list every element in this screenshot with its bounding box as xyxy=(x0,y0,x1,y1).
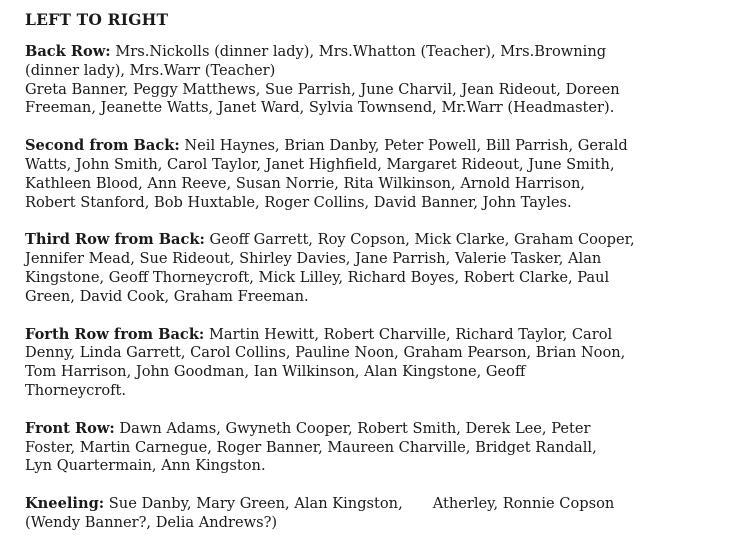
names-text: Dawn Adams, Gwyneth Cooper, Robert Smith, Derek Lee, Peter xyxy=(114,419,591,437)
page-heading: LEFT TO RIGHT xyxy=(25,10,169,29)
section-forth-row-from-back xyxy=(25,326,737,401)
section-line: Greta Banner, Peggy Matthews, Sue Parrish, June Charvil, Jean Rideout, Doreen xyxy=(25,80,620,98)
section-label: Forth Row from Back: xyxy=(25,325,205,343)
names-text: Atherley, Ronnie Copson xyxy=(432,495,615,513)
section-line: Kingstone, Geoff Thorneycroft, Mick Lilley, Richard Boyes, Robert Clarke, Paul xyxy=(25,268,610,286)
names-text: Martin Hewitt, Robert Charville, Richard Taylor, Carol xyxy=(204,325,613,343)
section-line xyxy=(25,326,737,345)
section-line: (dinner lady), Mrs.Warr (Teacher) xyxy=(25,61,276,79)
document-page xyxy=(25,10,737,533)
section-label: Second from Back: xyxy=(25,137,180,155)
section-label: Front Row: xyxy=(25,419,115,437)
section-front-row xyxy=(25,420,737,476)
section-line: Lyn Quartermain, Ann Kingston. xyxy=(25,457,266,475)
names-text: Geoff Garrett, Roy Copson, Mick Clarke, Graham Cooper, xyxy=(204,231,635,249)
section-label: Back Row: xyxy=(25,43,111,60)
section-back-row xyxy=(25,43,737,118)
section-line: Green, David Cook, Graham Freeman. xyxy=(25,287,309,305)
section-line: Jennifer Mead, Sue Rideout, Shirley Davies, Jane Parrish, Valerie Tasker, Alan xyxy=(25,250,602,268)
section-line: Watts, John Smith, Carol Taylor, Janet Highfield, Margaret Rideout, June Smith, xyxy=(25,155,615,173)
section-line xyxy=(25,420,737,439)
section-line xyxy=(25,231,737,250)
section-line: Kathleen Blood, Ann Reeve, Susan Norrie, Rita Wilkinson, Arnold Harrison, xyxy=(25,174,586,192)
section-line: Tom Harrison, John Goodman, Ian Wilkinson, Alan Kingstone, Geoff xyxy=(25,363,526,381)
section-line: Foster, Martin Carnegue, Roger Banner, Maureen Charville, Bridget Randall, xyxy=(25,438,597,456)
names-text: Sue Danby, Mary Green, Alan Kingston, xyxy=(104,495,403,513)
section-line xyxy=(25,43,737,62)
section-line xyxy=(25,137,737,156)
names-text: Mrs.Nickolls (dinner lady), Mrs.Whatton (Teacher), Mrs.Browning xyxy=(110,43,607,60)
section-label: Kneeling: xyxy=(25,495,105,513)
names-text: Neil Haynes, Brian Danby, Peter Powell, Bill Parrish, Gerald xyxy=(179,137,628,155)
section-line: (Wendy Banner?, Delia Andrews?) xyxy=(25,513,278,531)
section-kneeling xyxy=(25,495,737,533)
section-third-row-from-back xyxy=(25,231,737,306)
section-line: Freeman, Jeanette Watts, Janet Ward, Sylvia Townsend, Mr.Warr (Headmaster). xyxy=(25,99,615,117)
section-line: Denny, Linda Garrett, Carol Collins, Pauline Noon, Graham Pearson, Brian Noon, xyxy=(25,344,626,362)
section-label: Third Row from Back: xyxy=(25,231,205,249)
section-line: Thorneycroft. xyxy=(25,381,127,399)
section-line xyxy=(25,495,737,514)
section-second-from-back xyxy=(25,137,737,212)
section-line: Robert Stanford, Bob Huxtable, Roger Collins, David Banner, John Tayles. xyxy=(25,193,572,211)
